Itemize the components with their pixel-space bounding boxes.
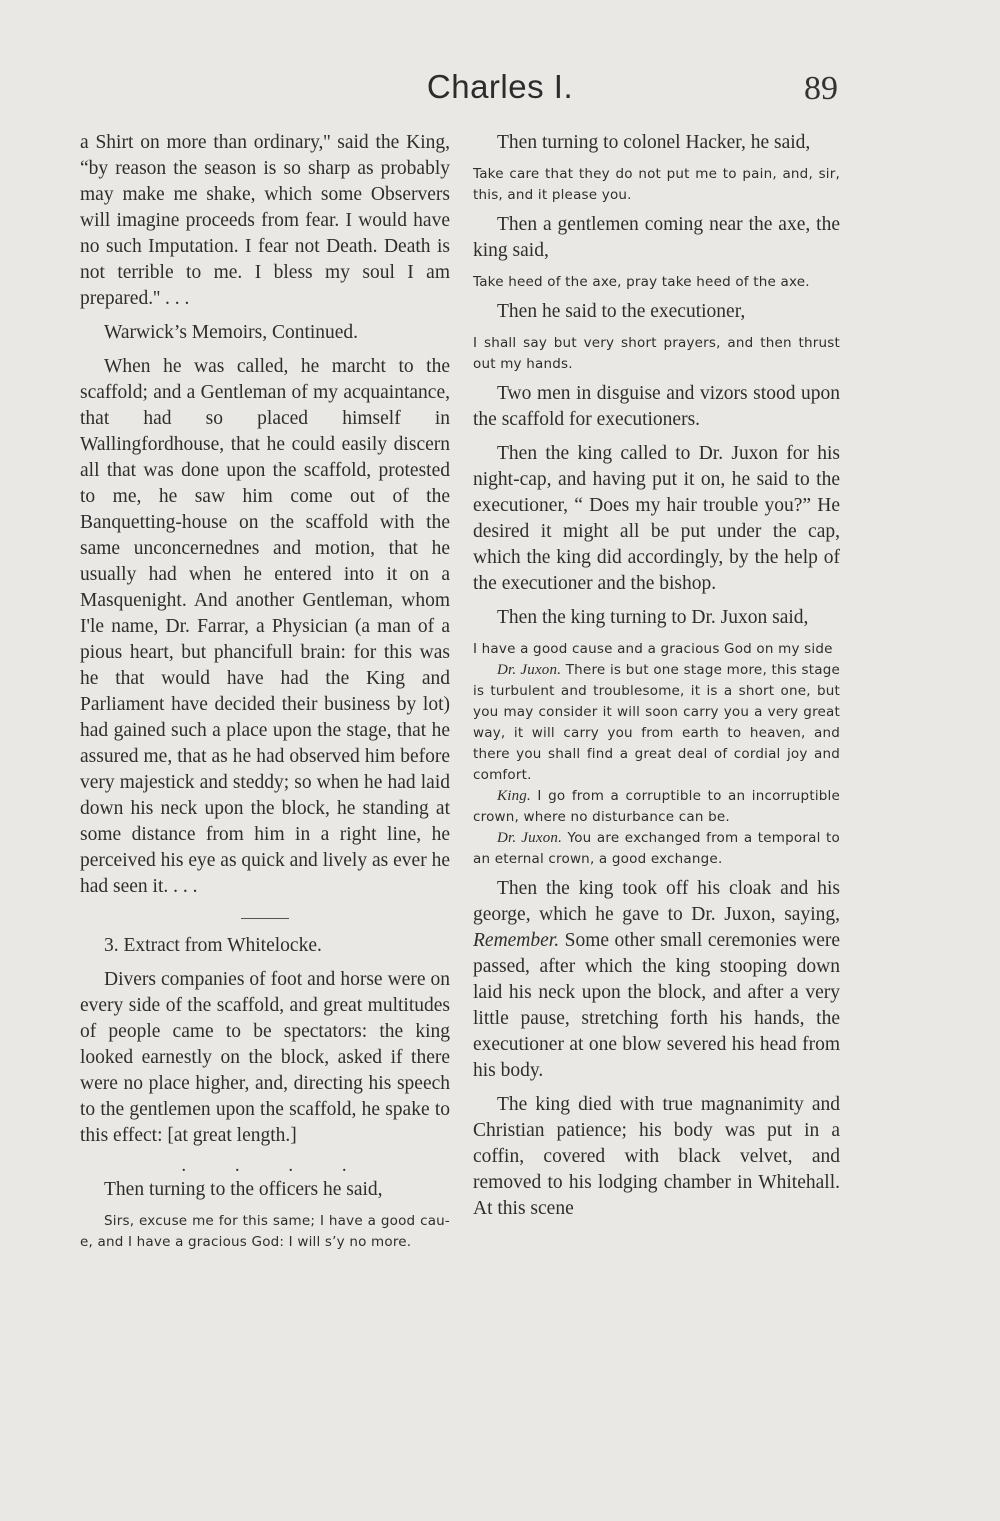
paragraph-gentlemen-axe: Then a gentlemen coming near the axe, the king said, [473, 214, 840, 261]
section-divider [241, 918, 289, 919]
speaker-juxon: Dr. Juxon. [497, 830, 563, 846]
quote-good-cause: I have a good cause and a gracious God on my side [473, 641, 833, 657]
dialogue-text: You are exchanged from a temporal to an eternal crown, a good exchange. [473, 830, 840, 867]
dialogue-juxon-1 [473, 660, 840, 786]
ellipsis-dots: . . . . [181, 1155, 369, 1176]
paragraph-king-speech: a Shirt on more than ordinary,'' said the King, “by reason the season is so sharp as probably may make me shake, which some Observers will imagine proceeds from fear. I would have no such Imputation. I fear not Death. Death is not terrible to me. I bless my soul I am prepared.'' . . . [80, 132, 450, 309]
paragraph-night-cap: Then the king called to Dr. Juxon for his night-cap, and having put it on, he said to the executioner, “ Does my hair trouble you?” He desired it might all be put under the cap, which the king did accordingly, by the help of the executioner and the bishop. [473, 443, 840, 594]
paragraph-cloak-george [473, 876, 840, 1084]
dialogue-king [473, 786, 840, 828]
dialogue-juxon-2 [473, 828, 840, 870]
left-column [80, 130, 450, 1259]
paragraph-whitelocke: Divers companies of foot and horse were on every side of the scaffold, and great multitudes of people came to be spectators: the king looked earnestly on the block, asked if there were no place higher, and, directing his speech to the gentlemen upon the scaffold, he spake to this effect: [at great length.] [80, 969, 450, 1146]
quote-take-heed: Take heed of the axe, pray take heed of the axe. [473, 274, 810, 290]
paragraph-turning-officers: Then turning to the officers he said, [104, 1179, 383, 1200]
text-segment: Then the king took off his cloak and his george, which he gave to Dr. Juxon, saying, [473, 878, 840, 925]
paragraph-colonel-hacker: Then turning to colonel Hacker, he said, [497, 132, 811, 153]
page-header [0, 68, 1000, 118]
section-heading-whitelocke: 3. Extract from Whitelocke. [104, 935, 322, 956]
running-title: Charles I. [426, 68, 574, 105]
dialogue-text: I go from a corruptible to an incorruptible crown, where no disturbance can be. [473, 788, 840, 825]
page-number: 89 [804, 70, 838, 107]
paragraph-two-men: Two men in disguise and vizors stood upon the scaffold for executioners. [473, 383, 840, 430]
quote-short-prayers: I shall say but very short prayers, and then thrust out my hands. [473, 335, 840, 372]
paragraph-king-died: The king died with true magnanimity and Christian patience; his body was put in a coffin, covered with black velvet, and removed to his lodging chamber in Whitehall. At this scene [473, 1094, 840, 1219]
text-segment: Some other small ceremonies were passed, after which the king stooping down laid his neck upon the block, and after a very little pause, stretching forth his hands, the executioner at one blow severed his head from his body. [473, 930, 840, 1081]
quote-sirs-excuse: Sirs, excuse me for this same; I have a good cau-e, and I have a gracious God: I will s’y no more. [80, 1213, 450, 1250]
quote-take-care: Take care that they do not put me to pain, and, sir, this, and it please you. [473, 166, 840, 203]
paragraph-warwick-memoirs: When he was called, he marcht to the scaffold; and a Gentleman of my acquaintance, that had so placed himself in Wallingfordhouse, that he could easily discern all that was done upon the scaffold, protested to me, he saw him come out of the Banquetting-house on the scaffold with the same unconcernednes and motion, that he usually had when he entered into it on a Masquenight. And another Gentleman, whom I'le name, Dr. Farrar, a Physician (a man of a pious heart, but phancifull brain: for this was he that would have had the King and Parliament have decided their business by lot) had gained such a place upon the stage, that he assured me, that as he had observed him before very majestick and steddy; so when he had laid down his neck upon the block, he standing at some distance from him in a right line, he perceived his eye as quick and lively as ever he had seen it. . . . [80, 356, 450, 897]
speaker-juxon: Dr. Juxon. [497, 662, 562, 678]
speaker-king: King. [497, 788, 531, 804]
paragraph-turning-juxon: Then the king turning to Dr. Juxon said, [497, 607, 809, 628]
dialogue-text: There is but one stage more, this stage is turbulent and troublesome, it is a short one, but you may consider it will soon carry you a very great way, it will carry you from earth to heaven, and there you shall find a great deal of cordial joy and comfort. [473, 662, 840, 783]
paragraph-to-executioner: Then he said to the executioner, [497, 301, 746, 322]
section-heading-warwick: Warwick’s Memoirs, Continued. [104, 322, 359, 343]
italic-remember: Remember. [473, 930, 560, 951]
right-column [473, 130, 840, 1230]
